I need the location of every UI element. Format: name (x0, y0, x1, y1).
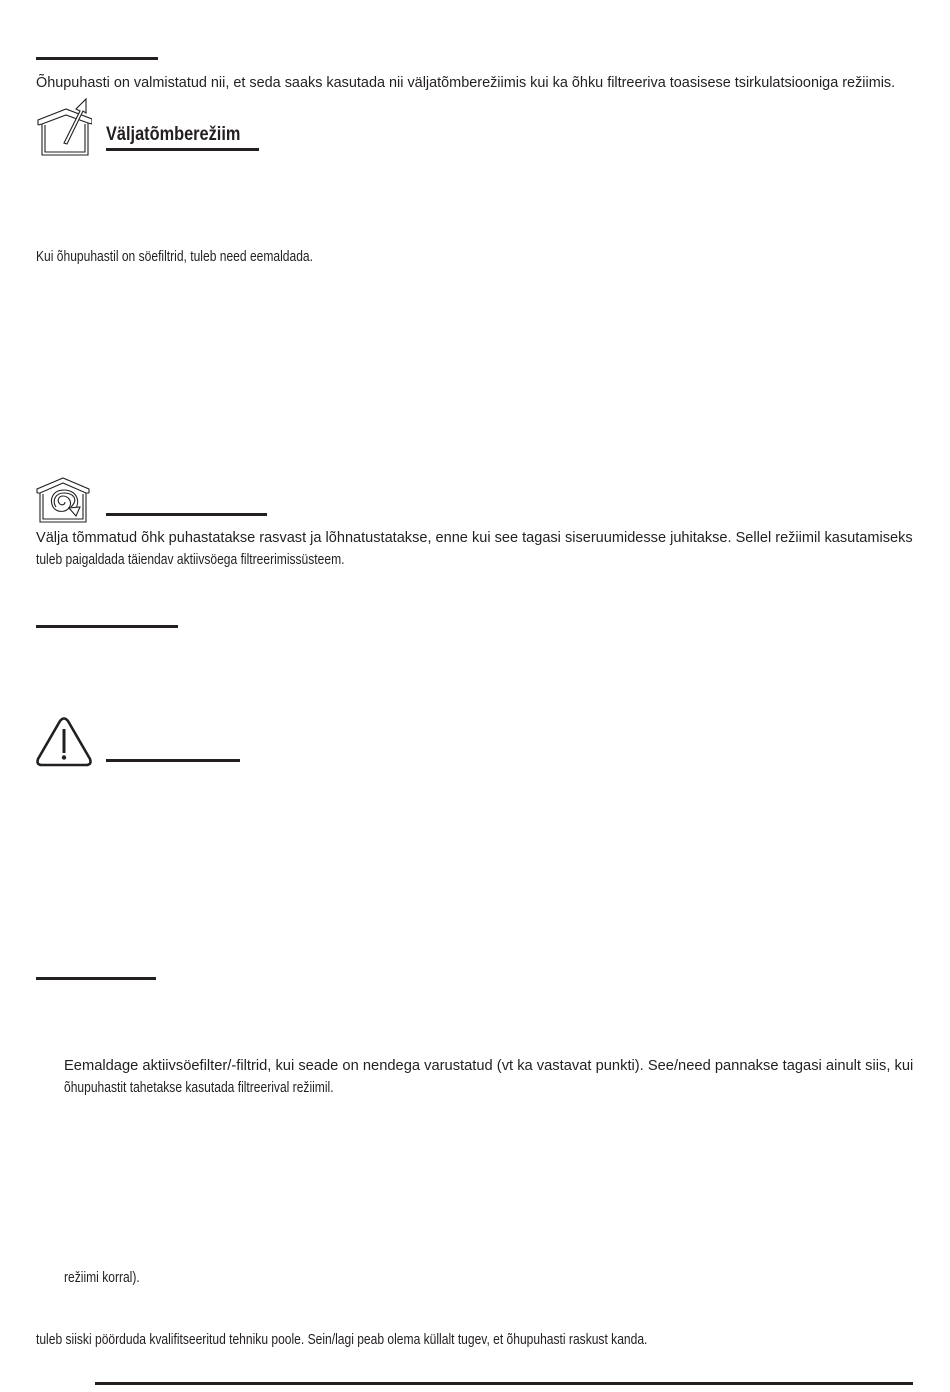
installation-closing-text: tuleb siiski pöörduda kvalifitseeritud tehniku poole. Sein/lagi peab olema küllalt tugev, et õhupuhasti raskust kanda. (36, 1332, 648, 1348)
extraction-heading-underline (106, 148, 259, 151)
warning-heading-underline (106, 759, 240, 762)
recirculation-text-line-1: Välja tõmmatud õhk puhastatakse rasvast ja lõhnatustatakse, enne kui see tagasi siseruumidesse juhitakse. Sellel režiimil kasutamiseks (36, 530, 913, 546)
section-heading-rule (36, 625, 178, 628)
installation-text-line-2: õhupuhastit tahetakse kasutada filtreerival režiimil. (64, 1080, 334, 1096)
house-recirculation-icon (36, 477, 92, 523)
installation-text-fragment: režiimi korral). (64, 1270, 140, 1286)
extraction-mode-heading: Väljatõmberežiim (106, 124, 241, 145)
recirculation-text-line-2: tuleb paigaldada täiendav aktiivsöega filtreerimissüsteem. (36, 552, 345, 568)
extraction-mode-text: Kui õhupuhastil on söefiltrid, tuleb need eemaldada. (36, 249, 314, 265)
recirculation-heading-underline (106, 513, 267, 516)
house-extraction-arrow-icon (36, 97, 92, 157)
section-heading-rule (36, 977, 156, 980)
footer-rule (95, 1382, 913, 1385)
intro-paragraph: Õhupuhasti on valmistatud nii, et seda saaks kasutada nii väljatõmberežiimis kui ka õhku filtreeriva toasisese tsirkulatsiooniga režiimis. (36, 75, 896, 91)
installation-text-line-1: Eemaldage aktiivsöefilter/-filtrid, kui seade on nendega varustatud (vt ka vastavat punkti). See/need pannakse tagasi ainult siis, kui (64, 1058, 914, 1074)
warning-triangle-icon (36, 717, 92, 767)
section-heading-rule (36, 57, 158, 60)
